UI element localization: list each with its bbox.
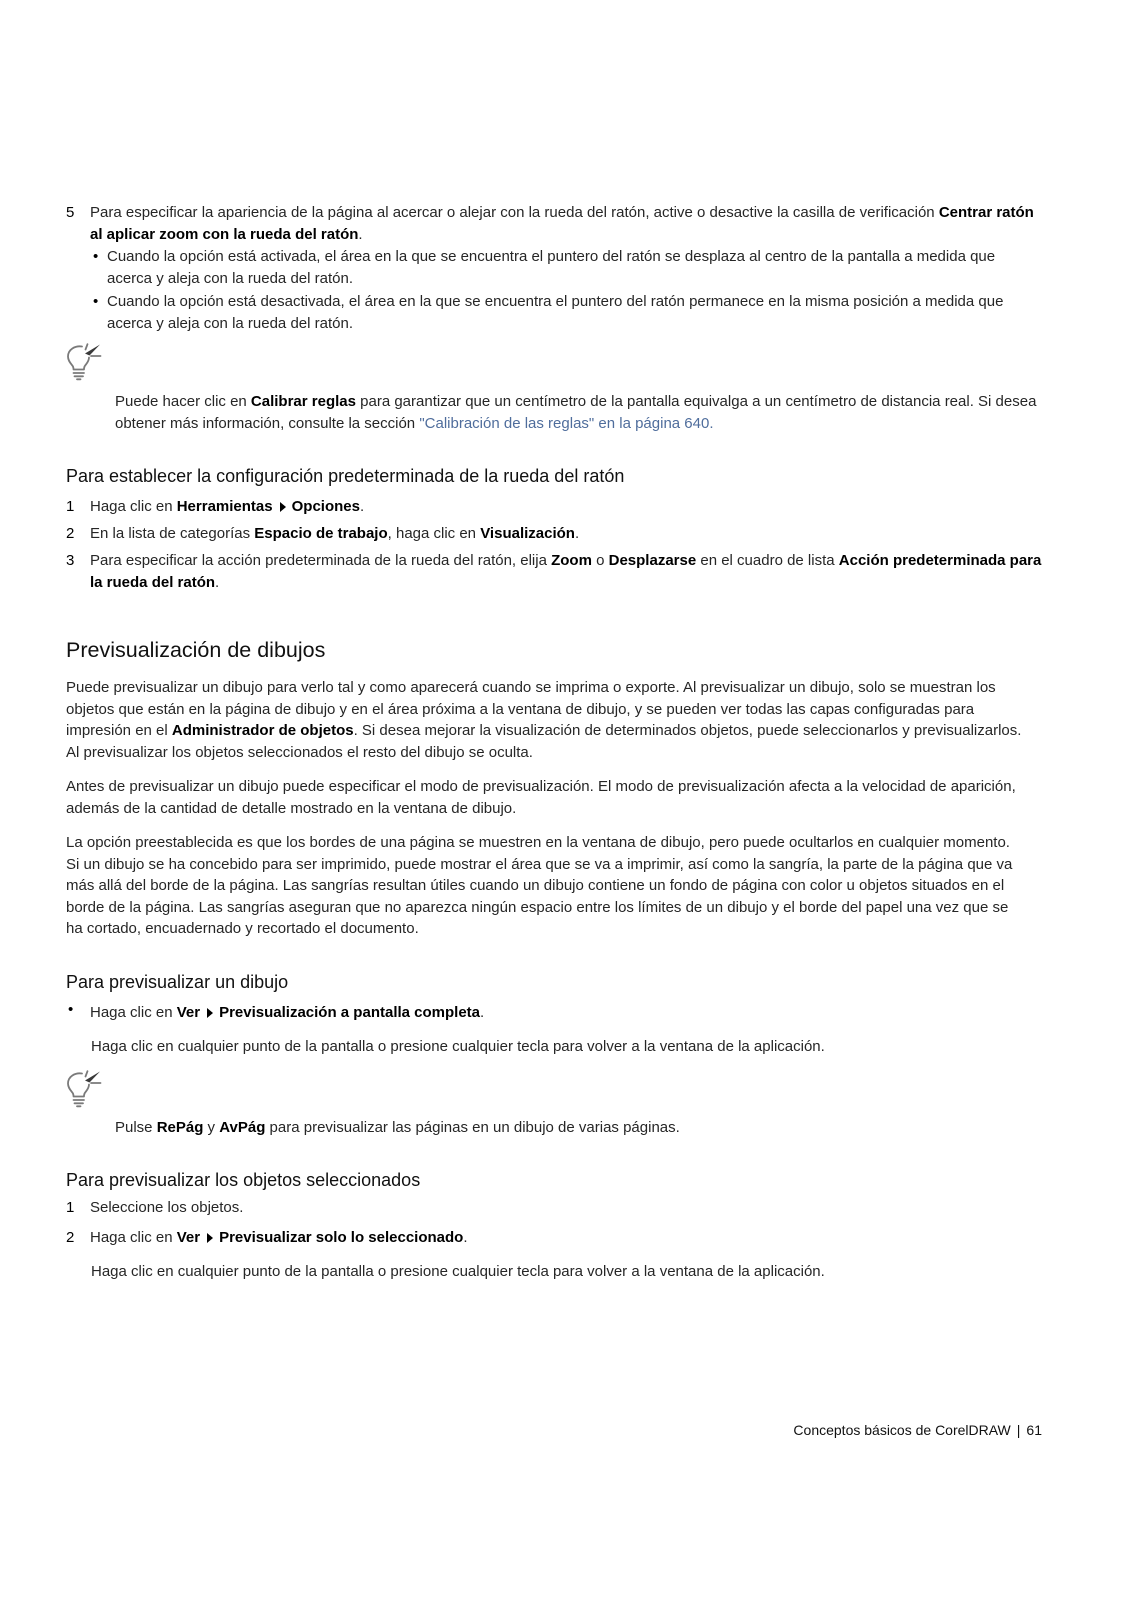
step-result-text: Haga clic en cualquier punto de la pantalla o presione cualquier tecla para volver a la ventana de la aplicación. xyxy=(91,1038,825,1055)
step-text-end: . xyxy=(480,1004,485,1021)
step-text: en el cuadro de lista xyxy=(696,552,839,569)
footer-page-number: 61 xyxy=(1026,1422,1042,1438)
step-number: 3 xyxy=(66,552,75,569)
step-text: , haga clic en xyxy=(387,525,481,542)
key-name: RePág xyxy=(156,1119,204,1136)
bullet-mark: • xyxy=(93,248,99,265)
command-name: Calibrar reglas xyxy=(250,393,356,410)
body-paragraph: Antes de previsualizar un dibujo puede especificar el modo de previsualización. El modo de previsualización afecta a la velocidad de aparición, además de la cantidad de detalle mostrado en la ventana de dibujo. xyxy=(66,778,1016,817)
lightbulb-tip-icon xyxy=(66,1070,102,1108)
option-name: Zoom xyxy=(551,552,592,569)
step-text: Haga clic en xyxy=(90,1004,177,1021)
paragraph-text: . Si desea mejorar la visualización de determinados objetos, puede seleccionarlos y previsualizarlos. Al previsualizar los objetos seleccionados el resto del dibujo se oculta. xyxy=(66,722,1022,761)
category-name: Espacio de trabajo xyxy=(254,525,388,542)
step-3 xyxy=(66,550,1042,593)
bullet-mark: • xyxy=(68,1001,74,1018)
step-text: En la lista de categorías xyxy=(90,525,255,542)
step-text: Seleccione los objetos. xyxy=(90,1199,244,1216)
paragraph-text: Puede previsualizar un dibujo para verlo tal y como aparecerá cuando se imprima o exporte. Al previsualizar un dibujo, solo se muestran los objetos que están en la página de dibujo y en el área próxima a la ventana de dibujo, y se pueden ver todas las capas configuradas para impresión en el xyxy=(66,679,996,739)
option-name: Desplazarse xyxy=(608,552,697,569)
tip-text: para garantizar que un centímetro de la pantalla equivalga a un centímetro de distancia real. Si desea obtener más información, consulte la sección xyxy=(115,393,1037,432)
step-text: Para especificar la acción predeterminada de la rueda del ratón, elija xyxy=(90,552,552,569)
step-text: Haga clic en xyxy=(90,498,177,515)
step-text-end: . xyxy=(215,573,220,591)
footer-separator: | xyxy=(1016,1422,1021,1438)
step-number: 2 xyxy=(66,525,75,542)
section-title: Previsualización de dibujos xyxy=(66,638,326,662)
step-result-text: Haga clic en cualquier punto de la pantalla o presione cualquier tecla para volver a la ventana de la aplicación. xyxy=(91,1263,825,1280)
body-paragraph xyxy=(66,677,1022,763)
bullet-step xyxy=(66,1002,1042,1024)
page-footer xyxy=(793,1420,1042,1440)
tip-text: y xyxy=(203,1119,220,1136)
lightbulb-tip-icon xyxy=(66,343,102,381)
step-text-end: . xyxy=(574,525,580,542)
bullet-item xyxy=(90,246,1042,289)
submenu-arrow-icon xyxy=(207,1233,213,1243)
step-text: Para especificar la apariencia de la página al acercar o alejar con la rueda del ratón, active o desactive la casilla de verificación xyxy=(90,204,939,221)
step-text: Haga clic en xyxy=(90,1229,177,1246)
step-5 xyxy=(66,202,1042,245)
step-text-end: . xyxy=(359,498,365,515)
submenu-arrow-icon xyxy=(280,502,286,512)
step-1 xyxy=(66,496,1042,518)
step-number: 5 xyxy=(66,204,75,221)
step-number: 2 xyxy=(66,1229,75,1246)
tip-note xyxy=(115,391,1042,434)
step-2 xyxy=(66,1227,1042,1249)
procedure-heading: Para previsualizar los objetos seleccionados xyxy=(66,1170,421,1190)
step-number: 1 xyxy=(66,1199,75,1216)
bullet-text: Cuando la opción está desactivada, el área en la que se encuentra el puntero del ratón permanece en la misma posición a medida que acerca y aleja con la rueda del ratón. xyxy=(107,293,1004,332)
bullet-mark: • xyxy=(93,293,99,310)
menu-name: Ver xyxy=(176,1229,201,1246)
step-1 xyxy=(66,1197,1042,1219)
body-paragraph: La opción preestablecida es que los bordes de una página se muestren en la ventana de dibujo, pero puede ocultarlos en cualquier momento. Si un dibujo se ha concebido para ser imprimido, puede mostrar el área que se va a imprimir, así como la sangría, la parte de la página que va más allá del borde de la página. Las sangrías resultan útiles cuando un dibujo contiene un fondo de página con color u objetos situados en el borde de la página. Las sangrías aseguran que no aparezca ningún espacio entre los límites de un dibujo y el borde del papel una vez que se ha cortado, encuadernado y recortado el documento. xyxy=(66,834,1013,937)
command-name: Previsualizar solo lo seleccionado xyxy=(219,1229,464,1246)
checkbox-option-name: Centrar ratón al aplicar zoom con la rueda del ratón xyxy=(90,204,1034,243)
cross-reference-link[interactable]: "Calibración de las reglas" en la página 640. xyxy=(419,414,714,432)
submenu-arrow-icon xyxy=(207,1008,213,1018)
command-name: Previsualización a pantalla completa xyxy=(219,1004,481,1021)
step-2 xyxy=(66,523,1042,545)
step-text-end: . xyxy=(358,225,363,243)
step-text-end: . xyxy=(463,1229,468,1246)
menu-item-name: Opciones xyxy=(291,498,360,515)
tip-text: para previsualizar las páginas en un dibujo de varias páginas. xyxy=(265,1119,680,1136)
procedure-heading: Para previsualizar un dibujo xyxy=(66,972,289,992)
menu-name: Ver xyxy=(176,1004,201,1021)
docker-name: Administrador de objetos xyxy=(171,722,354,739)
page-name: Visualización xyxy=(480,525,575,542)
bullet-text: Cuando la opción está activada, el área en la que se encuentra el puntero del ratón se desplaza al centro de la pantalla a medida que acerca y aleja con la rueda del ratón. xyxy=(107,248,996,287)
procedure-heading: Para establecer la configuración predeterminada de la rueda del ratón xyxy=(66,466,625,486)
list-box-name: Acción predeterminada para la rueda del ratón xyxy=(90,552,1042,591)
tip-text: Puede hacer clic en xyxy=(115,393,251,410)
key-name: AvPág xyxy=(219,1119,266,1136)
step-text: o xyxy=(591,552,609,569)
footer-book-title: Conceptos básicos de CorelDRAW xyxy=(793,1422,1011,1438)
step-number: 1 xyxy=(66,498,75,515)
bullet-item xyxy=(90,291,1042,334)
tip-note xyxy=(115,1117,1042,1139)
tip-text: Pulse xyxy=(115,1119,157,1136)
menu-name: Herramientas xyxy=(176,498,273,515)
